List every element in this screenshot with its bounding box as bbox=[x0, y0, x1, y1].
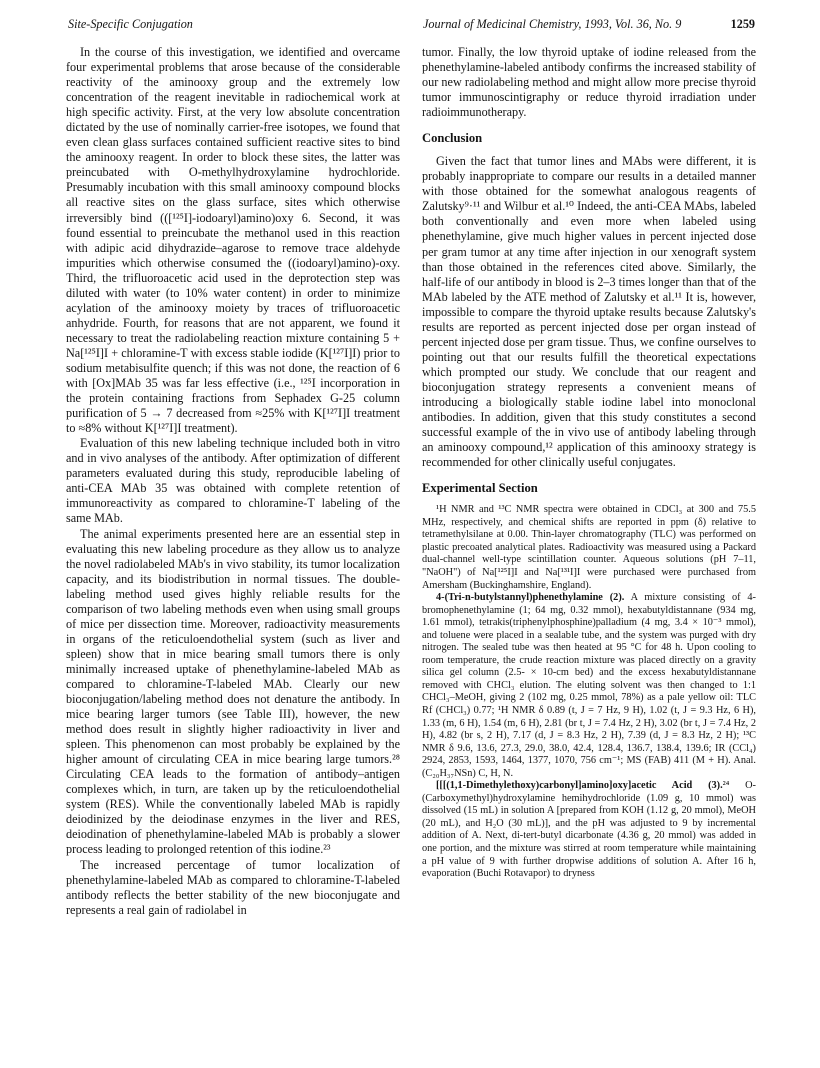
body-paragraph: The animal experiments presented here are an essential step in evaluating this new labeling procedure as they allow us to analyze the novel radiolabeled MAb's in vivo stability, its tumor localization capacity, and its biodistribution in normal tissues. The double-labeling method used gives highly reliable results for the comparison of two labeling methods even when using small groups of mice per dissection time. Moreover, radioactivity measurements in organs of the reticuloendothelial system (such as liver and spleen) show that in mice bearing small tumors there is only minimally increased uptake of phenethylamine-labeled MAb as compared to chloramine-T-labeled MAb. Clearly our new bioconjugation/labeling method does not denature the antibody. In mice bearing larger tumors (see Table III), however, the new method does result in slightly higher radioactivity in liver and spleen. This phenomenon can most probably be explained by the higher amount of circulating CEA in mice bearing large tumors.²⁸ Circulating CEA leads to the formation of antibody–antigen complexes which, in turn, are taken up by the reticuloendothelial system (RES). While the conventionally labeled MAb is rapidly deiodinized by the deiodinase enzymes in the liver and RES, deiodination of phenethylamine-labeled MAb is probably a slower process leading to prolonged retention of this iodine.²³ bbox=[66, 526, 400, 857]
experimental-paragraph bbox=[422, 780, 756, 880]
section-heading-experimental: Experimental Section bbox=[422, 481, 538, 496]
experimental-section bbox=[422, 504, 756, 880]
experimental-paragraph: ¹H NMR and ¹³C NMR spectra were obtained in CDCl₃ at 300 and 75.5 MHz, respectively, and chemical shifts are reported in ppm (δ) relative to tetramethylsilane at 0.00. Thin-layer chromatography (TLC) was performed on plastic precoated analytical plates. Radioactivity was measured using a Packard dual-channel well-type scintillation counter. Aqueous solutions (pH 7–11, "NaOH") of Na[¹²⁵I]I and Na[¹³¹I]I were purchased were purchased from Amersham (Buckinghamshire, England). bbox=[422, 504, 756, 591]
page-number: 1259 bbox=[730, 17, 755, 31]
right-column bbox=[422, 45, 756, 1061]
compound-title: 4-(Tri-n-butylstannyl)phenethylamine (2). bbox=[436, 592, 625, 604]
section-heading-conclusion: Conclusion bbox=[422, 131, 483, 146]
body-paragraph: In the course of this investigation, we identified and overcame four experimental problems that arose because of the considerable reactivity of the aminooxy group and the extremely low concentration of the reagent inevitable in radiochemical work at high specific activity. First, at the very low absolute concentration dictated by the use of nominally carrier-free isotopes, we found that even clean glass surfaces contained sufficient reactive sites to bind the aminooxy reagent. In order to block these sites, the latter was preincubated with O-methylhydroxylamine hydrochloride. Presumably incubation with this small aminooxy compound blocks all reactive sites on the glass surface, sites which otherwise irreversibly bind (([¹²⁵I]-iodoaryl)amino)oxy 6. Second, it was found essential to preincubate the methanol used in this reaction with adipic acid dihydrazide–agarose to remove trace aldehyde impurities which otherwise consumed the ((iodoaryl)amino)-oxy. Third, the trifluoroacetic acid used in the deprotection step was diluted with water (to 10% water content) in order to minimize acylation of the aminooxy moiety by traces of trifluoroacetic anhydride. Fourth, for reasons that are not apparent, we found it necessary to treat the radiolabeling reaction mixture containing 5 + Na[¹²⁵I]I + chloramine-T with excess stable iodide (K[¹²⁷I]I) prior to sodium metabisulfite quench; if this was not done, the reaction of 6 with [Ox]MAb 35 was far less effective (i.e., ¹²⁵I incorporation in the protein containing fractions from Sephadex G-25 column purification of 5 → 7 decreased from ≈25% with K[¹²⁷I]I treatment to ≈8% without K[¹²⁷I]I treatment). bbox=[66, 45, 400, 436]
body-paragraph: Evaluation of this new labeling technique included both in vitro and in vivo analyses of the antibody. After optimization of different parameters evaluated during this study, reproducible labeling of anti-CEA MAb 35 was obtained with complete retention of immunoreactivity as compared to chloramine-T labeling of the same MAb. bbox=[66, 436, 400, 526]
compound-procedure: ²⁴ O-(Carboxymethyl)hydroxylamine hemihydrochloride (1.09 g, 10 mmol) was dissolved (15 mL) in solution A [prepared from KOH (1.12 g, 20 mmol), MeOH (20 mL), and H₂O (30 mL)], and the pH was adjusted to 9 by incremental addition of A. Next, di-tert-butyl dicarbonate (4.36 g, 20 mmol) was added in one portion, and the mixture was stirred at room temperature while maintaining a pH value of 9 with further dropwise additions of solution A. After 16 h, evaporation (Buchi Rotavapor) to dryness bbox=[422, 780, 756, 880]
compound-title: [[[(1,1-Dimethylethoxy)carbonyl]amino]oxy]acetic Acid (3). bbox=[436, 780, 723, 792]
experimental-paragraph bbox=[422, 592, 756, 780]
body-paragraph: The increased percentage of tumor localization of phenethylamine-labeled MAb as compared to chloramine-T-labeled antibody reflects the better stability of the new bioconjugate and represents a real gain of radiolabel in bbox=[66, 857, 400, 917]
left-column bbox=[66, 45, 400, 1061]
running-head-left: Site-Specific Conjugation bbox=[68, 17, 193, 31]
journal-citation: Journal of Medicinal Chemistry, 1993, Vol. 36, No. 9 bbox=[423, 17, 682, 31]
body-paragraph: tumor. Finally, the low thyroid uptake of iodine released from the phenethylamine-labeled antibody confirms the increased stability of our new radiolabeling method and might allow more precise thyroid tumor immunoscintigraphy or reduce thyroid irradiation under radioimmunotherapy. bbox=[422, 45, 756, 120]
compound-procedure: A mixture consisting of 4-bromophenethylamine (1; 64 mg, 0.32 mmol), hexabutyldistannane (934 mg, 1.61 mmol), tetrakis(triphenylphosphine)palladium (4 mg, 3.4 × 10⁻³ mmol), and toluene were placed in a sealable tube, and the system was purged with dry nitrogen. The sealed tube was then heated at 95 °C for 48 h. Upon cooling to room temperature, the crude reaction mixture was placed directly on a gravity silica gel column (2.5- × 10-cm bed) and the excess hexabutyldistannane removed with CHCl₃ elution. The eluting solvent was then changed to 1:1 CHCl₃–MeOH, giving 2 (102 mg, 0.25 mmol, 78%) as a pale yellow oil: TLC Rf (CHCl₃) 0.77; ¹H NMR δ 0.89 (t, J = 7 Hz, 9 H), 1.02 (t, J = 9.3 Hz, 6 H), 1.33 (m, 6 H), 1.54 (m, 6 H), 2.81 (br t, J = 7.4 Hz, 2 H), 3.02 (br t, J = 7.4 Hz, 2 H), 4.82 (br s, 2 H), 7.17 (d, J = 8.3 Hz, 2 H), 7.39 (d, J = 8.3 Hz, 2 H); ¹³C NMR δ 9.6, 13.6, 27.3, 29.0, 38.0, 42.4, 128.4, 136.7, 138.4, 139.6; IR (CCl₄) 2924, 2853, 1593, 1464, 1377, 1070, 756 cm⁻¹; MS (FAB) 411 (M + H). Anal. (C₂₀H₃₇NSn) C, H, N. bbox=[422, 592, 756, 779]
running-head-right bbox=[423, 17, 755, 35]
conclusion-paragraph: Given the fact that tumor lines and MAbs were different, it is probably inappropriate to compare our results in a detailed manner with those obtained for the somewhat analogous reagents of Zalutsky⁹·¹¹ and Wilbur et al.¹⁰ Indeed, the anti-CEA MAbs, labeled both conventionally and even more when labeled using phenethylamine, give much higher values in percent injected dose per gram tumor at any time after injection in our xenograft system than those obtained in the references cited above. Similarly, the half-life of our antibody in blood is 2–3 times longer than that of the MAb labeled by the ATE method of Zalutsky et al.¹¹ It is, however, impossible to compare the thyroid uptake results because Zalutsky's results are reported as percent injected dose per organ instead of percent injected dose per gram tissue. Thus, we confine ourselves to pointing out that our results fulfill the theoretical expectations which prompted our study. We conclude that our reagent and bioconjugation strategy represents a convenient means of introducing a biologically stable iodine label into monoclonal antibodies. In addition, given that this study constitutes a second successful example of the in vivo use of antibody labeling through an aminooxy compound,¹² application of this aminooxy strategy is recommended for other clinically useful conjugates. bbox=[422, 154, 756, 470]
